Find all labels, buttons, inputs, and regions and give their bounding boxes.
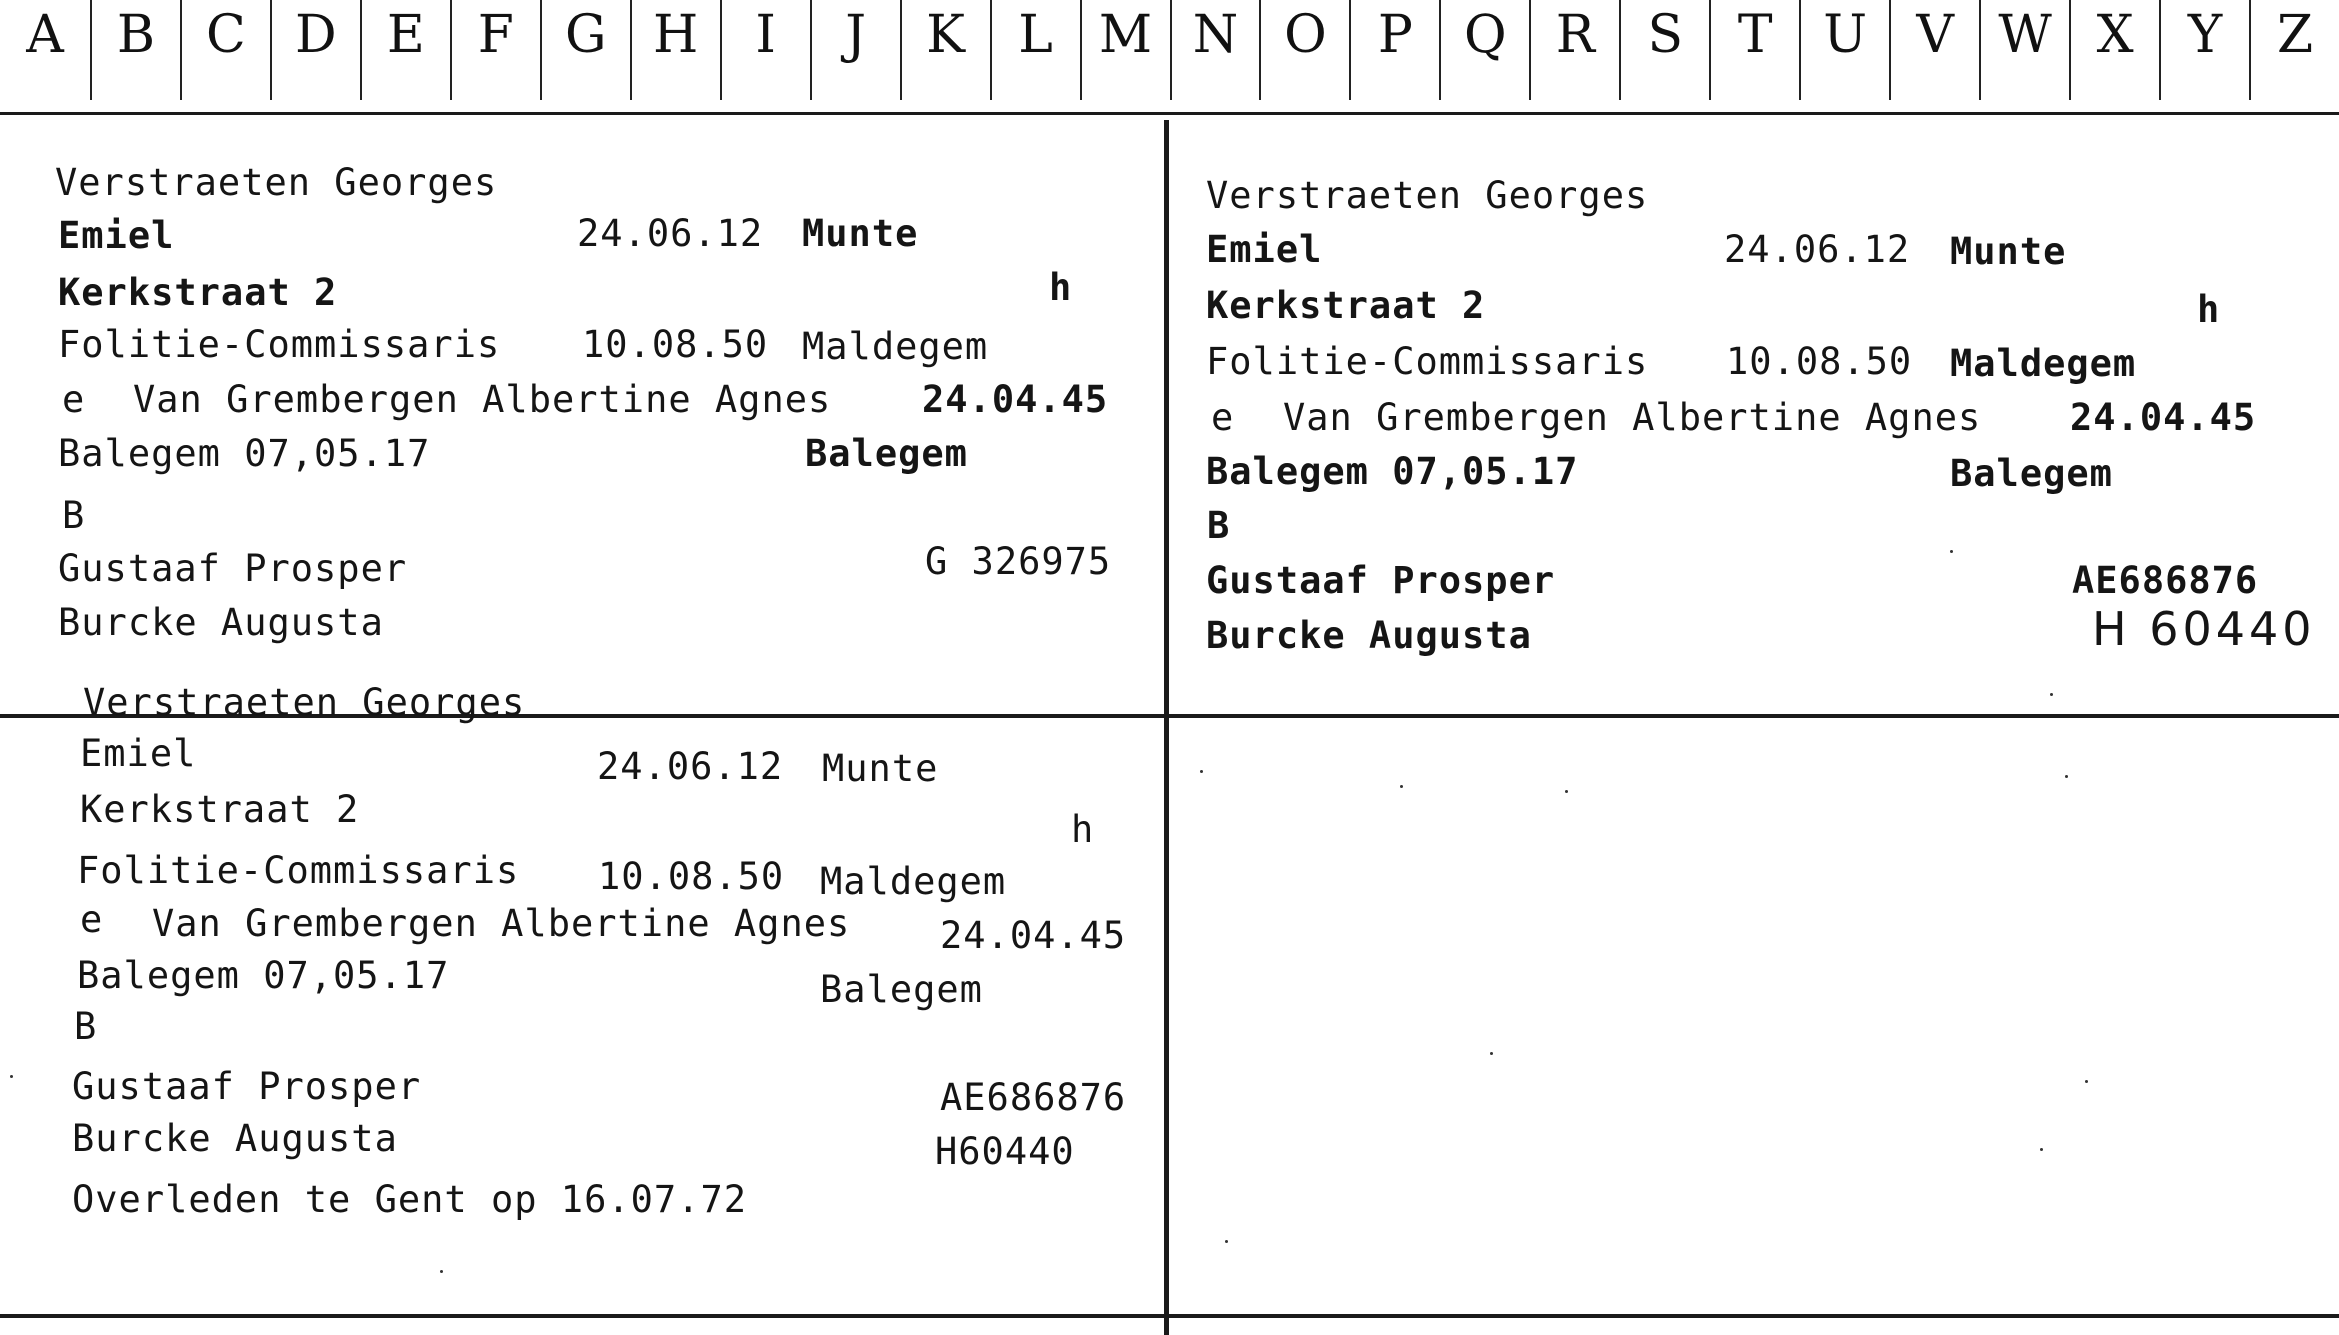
spouse-place: Balegem — [805, 432, 968, 475]
spouse-prefix: e — [1211, 396, 1235, 439]
marriage-date: 10.08.50 — [598, 855, 785, 898]
scan-speck — [1490, 1052, 1493, 1055]
occupation-line: Folitie-Commissaris — [77, 849, 520, 892]
mother-line: Burcke Augusta — [72, 1117, 398, 1160]
alphabet-letter-x: X — [2069, 0, 2159, 100]
spouse-birth: Balegem 07,05.17 — [1206, 450, 1579, 493]
marriage-date: 10.08.50 — [1726, 340, 1913, 383]
address-line: Kerkstraat 2 — [80, 788, 360, 831]
id-number: G 326975 — [925, 540, 1112, 583]
spouse-place: Balegem — [1950, 452, 2113, 495]
occupation-line: Folitie-Commissaris — [1206, 340, 1649, 383]
alphabet-letter-j: J — [810, 0, 900, 100]
address-line: Kerkstraat 2 — [58, 271, 338, 314]
scan-speck — [1225, 1240, 1228, 1243]
spouse-prefix: e — [62, 378, 86, 421]
birth-place: Munte — [1950, 230, 2067, 273]
spouse-name: Van Grembergen Albertine Agnes — [133, 378, 832, 421]
birth-date: 24.06.12 — [577, 212, 764, 255]
scan-speck — [2040, 1148, 2043, 1151]
alphabet-letter-d: D — [270, 0, 360, 100]
code-line: B — [1207, 504, 1231, 547]
alphabet-letter-f: F — [450, 0, 540, 100]
marriage-place: Maldegem — [820, 860, 1007, 903]
code-line: B — [74, 1005, 98, 1048]
alphabet-letter-q: Q — [1439, 0, 1529, 100]
scan-speck — [2085, 1080, 2088, 1083]
scan-speck — [10, 1075, 13, 1078]
scan-speck — [2065, 775, 2068, 778]
alphabet-letter-r: R — [1529, 0, 1619, 100]
alphabet-letter-e: E — [360, 0, 450, 100]
alphabet-letter-z: Z — [2249, 0, 2339, 100]
alphabet-letter-s: S — [1619, 0, 1709, 100]
spouse-name: Van Grembergen Albertine Agnes — [152, 902, 851, 945]
mark: h — [1049, 266, 1073, 309]
bottom-divider — [0, 1314, 2339, 1318]
firstname-line: Emiel — [80, 732, 197, 775]
alphabet-letter-k: K — [900, 0, 990, 100]
alphabet-letter-w: W — [1979, 0, 2069, 100]
mark: h — [1071, 808, 1095, 851]
birth-place: Munte — [802, 212, 919, 255]
id-number: AE686876 — [940, 1076, 1127, 1119]
marriage-date: 10.08.50 — [582, 323, 769, 366]
father-line: Gustaaf Prosper — [1206, 559, 1556, 602]
spouse-date: 24.04.45 — [922, 378, 1109, 421]
firstname-line: Emiel — [58, 214, 175, 257]
scan-speck — [2050, 693, 2053, 696]
birth-place: Munte — [822, 747, 939, 790]
alphabet-letter-v: V — [1889, 0, 1979, 100]
alphabet-letter-b: B — [90, 0, 180, 100]
spouse-birth: Balegem 07,05.17 — [77, 954, 450, 997]
birth-date: 24.06.12 — [597, 745, 784, 788]
code-line: B — [62, 494, 86, 537]
mark: h — [2197, 288, 2221, 331]
spouse-birth: Balegem 07,05.17 — [58, 432, 431, 475]
address-line: Kerkstraat 2 — [1206, 284, 1486, 327]
alphabet-letter-l: L — [990, 0, 1080, 100]
alphabet-letter-u: U — [1799, 0, 1889, 100]
spouse-prefix: e — [80, 898, 104, 941]
marriage-place: Maldegem — [1950, 342, 2137, 385]
card-bottom-right — [1169, 718, 2339, 1314]
alphabet-letter-a: A — [26, 5, 64, 65]
id-number-2: H60440 — [935, 1130, 1075, 1173]
alphabet-letter-y: Y — [2159, 0, 2249, 100]
alphabet-letter-i: I — [720, 0, 810, 100]
alphabet-index-header — [0, 0, 2339, 115]
header-rule — [0, 112, 2339, 115]
alphabet-letter-p: P — [1349, 0, 1439, 100]
occupation-line: Folitie-Commissaris — [58, 323, 501, 366]
spouse-date: 24.04.45 — [940, 914, 1127, 957]
handwritten-number: H 60440 — [2092, 602, 2316, 656]
father-line: Gustaaf Prosper — [58, 547, 408, 590]
name-line: Verstraeten Georges — [1206, 174, 1649, 217]
alphabet-letter-n: N — [1170, 0, 1260, 100]
alphabet-letter-m: M — [1080, 0, 1170, 100]
scan-speck — [1565, 790, 1568, 793]
name-line: Verstraeten Georges — [83, 681, 526, 724]
spouse-name: Van Grembergen Albertine Agnes — [1283, 396, 1982, 439]
alphabet-letter-c: C — [180, 0, 270, 100]
scan-speck — [440, 1270, 443, 1273]
name-line: Verstraeten Georges — [55, 161, 498, 204]
scan-speck — [1400, 785, 1403, 788]
mother-line: Burcke Augusta — [1206, 614, 1532, 657]
scan-speck — [1200, 770, 1203, 773]
id-number: AE686876 — [2072, 559, 2259, 602]
birth-date: 24.06.12 — [1724, 228, 1911, 271]
alphabet-letter-h: H — [630, 0, 720, 100]
firstname-line: Emiel — [1206, 228, 1323, 271]
alphabet-letter-o: O — [1259, 0, 1349, 100]
marriage-place: Maldegem — [802, 325, 989, 368]
alphabet-letter-t: T — [1709, 0, 1799, 100]
father-line: Gustaaf Prosper — [72, 1065, 422, 1108]
scan-speck — [1950, 550, 1953, 553]
death-note: Overleden te Gent op 16.07.72 — [72, 1178, 748, 1221]
mother-line: Burcke Augusta — [58, 601, 384, 644]
spouse-place: Balegem — [820, 968, 983, 1011]
spouse-date: 24.04.45 — [2070, 396, 2257, 439]
alphabet-letter-g: G — [540, 0, 630, 100]
